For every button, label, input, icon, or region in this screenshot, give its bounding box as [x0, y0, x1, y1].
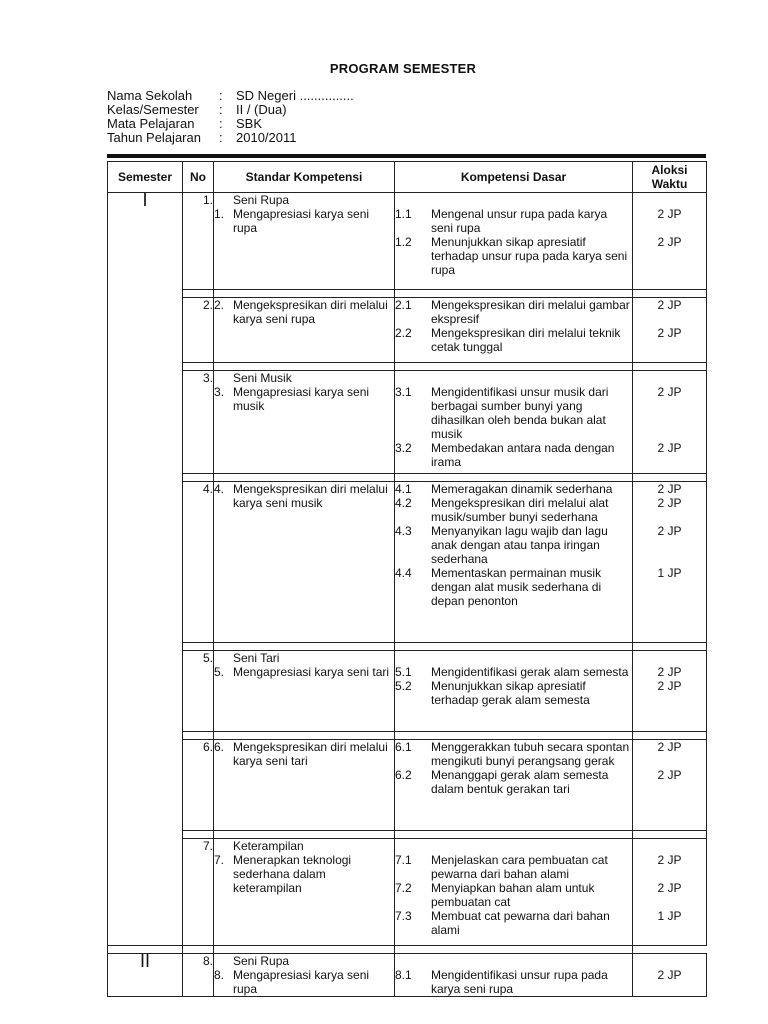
kompetensi-dasar-cell: [395, 371, 633, 474]
kd-item: [395, 207, 632, 235]
row-number: 4.: [183, 482, 214, 643]
kd-number: 2.2: [395, 326, 412, 340]
semester-cell: I: [108, 193, 183, 946]
header-divider: [107, 154, 706, 158]
info-row-school: Nama Sekolah : SD Negeri ...............: [107, 88, 354, 103]
document-info: [107, 89, 354, 145]
row-number: 5.: [183, 651, 214, 732]
kd-text: Mementaskan permainan musik dengan alat musik sederhana di depan penonton: [431, 566, 602, 608]
kd-text: Mengidentifikasi gerak alam semesta: [431, 665, 629, 679]
info-value: 2010/2011: [236, 130, 297, 145]
kompetensi-dasar-cell: [395, 839, 633, 946]
aloksi-cell: [633, 740, 707, 831]
header-standar-kompetensi: Standar Kompetensi: [214, 162, 395, 193]
kd-text: Mengenal unsur rupa pada karya seni rupa: [431, 207, 608, 235]
section-heading: Keterampilan: [233, 839, 304, 853]
kd-number: 7.2: [395, 881, 412, 895]
aloksi-value: 2 JP: [657, 768, 682, 782]
table-row: [108, 298, 707, 363]
kd-text: Menunjukkan sikap apresiatif terhadap gerak alam semesta: [431, 679, 590, 707]
kd-number: 7.1: [395, 853, 412, 867]
row-spacer: [108, 831, 707, 839]
sk-number: 1.: [214, 207, 225, 221]
sk-item: [214, 853, 394, 895]
kd-number: 2.1: [395, 298, 412, 312]
document-title: PROGRAM SEMESTER: [329, 61, 477, 76]
kompetensi-dasar-cell: [395, 651, 633, 732]
kd-number: 4.1: [395, 482, 412, 496]
kd-text: Menanggapi gerak alam semesta dalam bentuk gerakan tari: [431, 768, 609, 796]
kd-item: [395, 679, 632, 707]
kd-item: [395, 968, 632, 996]
row-spacer: [108, 290, 707, 298]
kd-number: 5.2: [395, 679, 412, 693]
standar-kompetensi-cell: [214, 740, 395, 831]
kd-number: 7.3: [395, 909, 412, 923]
kompetensi-dasar-cell: [395, 954, 633, 997]
kd-number: 3.2: [395, 441, 412, 455]
sk-text: Mengekspresikan diri melalui karya seni rupa: [233, 298, 388, 326]
kd-item: [395, 909, 632, 937]
standar-kompetensi-cell: [214, 482, 395, 643]
kd-number: 1.1: [395, 207, 412, 221]
sk-item: [214, 665, 394, 679]
row-spacer: [108, 474, 707, 482]
sk-number: 8.: [214, 968, 225, 982]
aloksi-value: 2 JP: [657, 968, 682, 982]
aloksi-value: 2 JP: [657, 385, 682, 399]
row-number: 8.: [183, 954, 214, 997]
kd-text: Menyiapkan bahan alam untuk pembuatan cat: [431, 881, 595, 909]
kd-item: [395, 665, 632, 679]
sk-text: Mengapresiasi karya seni tari: [233, 665, 390, 679]
kd-number: 4.2: [395, 496, 412, 510]
sk-number: 7.: [214, 853, 225, 867]
section-heading: Seni Rupa: [233, 954, 290, 968]
row-spacer: [108, 643, 707, 651]
kd-text: Membuat cat pewarna dari bahan alami: [431, 909, 610, 937]
info-value: II / (Dua): [236, 102, 287, 117]
table-row: [108, 371, 707, 474]
aloksi-cell: [633, 482, 707, 643]
semester-program-table: [107, 161, 707, 997]
aloksi-value: 2 JP: [657, 740, 682, 754]
aloksi-value: 2 JP: [657, 524, 682, 538]
row-number: 6.: [183, 740, 214, 831]
section-heading: Seni Musik: [233, 371, 292, 385]
kd-text: Mengidentifikasi unsur musik dari berbagai sumber bunyi yang dihasilkan oleh benda bukan alat musik: [431, 385, 609, 441]
aloksi-value: 2 JP: [657, 235, 682, 249]
row-spacer: [108, 732, 707, 740]
kd-number: 4.3: [395, 524, 412, 538]
standar-kompetensi-cell: [214, 298, 395, 363]
table-header-row: [108, 162, 707, 193]
standar-kompetensi-cell: [214, 193, 395, 290]
kd-item: [395, 482, 632, 496]
aloksi-value: 2 JP: [657, 326, 682, 340]
sk-item: [214, 482, 394, 510]
kd-item: [395, 881, 632, 909]
semester-cell: II: [108, 954, 183, 997]
sk-item: [214, 740, 394, 768]
kompetensi-dasar-cell: [395, 298, 633, 363]
info-label: Nama Sekolah: [107, 88, 193, 103]
aloksi-value: 2 JP: [657, 881, 682, 895]
aloksi-value: 2 JP: [657, 665, 682, 679]
kd-item: [395, 326, 632, 354]
kd-number: 3.1: [395, 385, 412, 399]
sk-number: 6.: [214, 740, 225, 754]
info-value: SD Negeri ...............: [236, 88, 354, 103]
aloksi-value: 2 JP: [657, 853, 682, 867]
sk-text: Mengapresiasi karya seni musik: [233, 385, 370, 413]
sk-item: [214, 207, 394, 235]
info-row-subject: Mata Pelajaran : SBK: [107, 116, 263, 131]
kd-number: 1.2: [395, 235, 412, 249]
kd-item: [395, 853, 632, 881]
aloksi-value: 2 JP: [657, 496, 682, 510]
sk-text: Mengapresiasi karya seni rupa: [233, 968, 370, 996]
header-kompetensi-dasar: Kompetensi Dasar: [395, 162, 633, 193]
row-number: 2.: [183, 298, 214, 363]
aloksi-cell: [633, 651, 707, 732]
sk-number: 4.: [214, 482, 225, 496]
sk-text: Mengekspresikan diri melalui karya seni tari: [233, 740, 388, 768]
sk-text: Mengekspresikan diri melalui karya seni musik: [233, 482, 388, 510]
kd-text: Memeragakan dinamik sederhana: [431, 482, 613, 496]
info-row-year: Tahun Pelajaran : 2010/2011: [107, 130, 297, 145]
header-aloksi-waktu: Aloksi Waktu: [633, 162, 707, 193]
kd-item: [395, 496, 632, 524]
header-no: No: [183, 162, 214, 193]
kd-number: 8.1: [395, 968, 412, 982]
sk-number: 2.: [214, 298, 225, 312]
table-row: [108, 193, 707, 290]
standar-kompetensi-cell: [214, 954, 395, 997]
sk-item: [214, 968, 394, 996]
standar-kompetensi-cell: [214, 839, 395, 946]
aloksi-value: 2 JP: [657, 207, 682, 221]
kompetensi-dasar-cell: [395, 193, 633, 290]
sk-number: 5.: [214, 665, 225, 679]
info-row-class: Kelas/Semester : II / (Dua): [107, 102, 287, 117]
standar-kompetensi-cell: [214, 651, 395, 732]
sk-item: [214, 385, 394, 413]
sk-item: [214, 298, 394, 326]
info-value: SBK: [236, 116, 263, 131]
info-label: Kelas/Semester: [107, 102, 199, 117]
kd-text: Menjelaskan cara pembuatan cat pewarna dari bahan alami: [431, 853, 608, 881]
table-row: [108, 740, 707, 831]
table-row: [108, 651, 707, 732]
kd-item: [395, 566, 632, 608]
info-label: Mata Pelajaran: [107, 116, 195, 131]
table-row: [108, 954, 707, 997]
sk-text: Menerapkan teknologi sederhana dalam keterampilan: [233, 853, 352, 895]
aloksi-value: 2 JP: [657, 298, 682, 312]
kd-text: Mengidentifikasi unsur rupa pada karya seni rupa: [431, 968, 608, 996]
table-row: [108, 839, 707, 946]
kd-text: Membedakan antara nada dengan irama: [431, 441, 615, 469]
row-spacer: [108, 363, 707, 371]
aloksi-value: 1 JP: [657, 566, 682, 580]
kd-text: Menggerakkan tubuh secara spontan mengikuti bunyi perangsang gerak: [431, 740, 630, 768]
kd-number: 5.1: [395, 665, 412, 679]
kd-text: Menunjukkan sikap apresiatif terhadap unsur rupa pada karya seni rupa: [431, 235, 628, 277]
kd-item: [395, 441, 632, 469]
info-label: Tahun Pelajaran: [107, 130, 201, 145]
kd-item: [395, 740, 632, 768]
kd-item: [395, 385, 632, 441]
aloksi-cell: [633, 371, 707, 474]
aloksi-cell: [633, 193, 707, 290]
table-row: [108, 482, 707, 643]
kd-number: 4.4: [395, 566, 412, 580]
aloksi-value: 2 JP: [657, 441, 682, 455]
kd-text: Menyanyikan lagu wajib dan lagu anak dengan atau tanpa iringan sederhana: [431, 524, 608, 566]
sk-text: Mengapresiasi karya seni rupa: [233, 207, 370, 235]
row-number: 1.: [183, 193, 214, 290]
kd-text: Mengekspresikan diri melalui alat musik/sumber bunyi sederhana: [431, 496, 609, 524]
kd-text: Mengekspresikan diri melalui gambar ekspresif: [431, 298, 630, 326]
sk-number: 3.: [214, 385, 225, 399]
kd-item: [395, 235, 632, 277]
aloksi-cell: [633, 298, 707, 363]
row-spacer: [108, 946, 707, 954]
aloksi-cell: [633, 954, 707, 997]
standar-kompetensi-cell: [214, 371, 395, 474]
kompetensi-dasar-cell: [395, 482, 633, 643]
section-heading: Seni Tari: [233, 651, 280, 665]
row-number: 3.: [183, 371, 214, 474]
aloksi-cell: [633, 839, 707, 946]
kd-number: 6.1: [395, 740, 412, 754]
kd-text: Mengekspresikan diri melalui teknik cetak tunggal: [431, 326, 621, 354]
kd-item: [395, 524, 632, 566]
aloksi-value: 2 JP: [657, 482, 682, 496]
section-heading: Seni Rupa: [233, 193, 290, 207]
kompetensi-dasar-cell: [395, 740, 633, 831]
header-semester: Semester: [108, 162, 183, 193]
kd-item: [395, 768, 632, 796]
row-number: 7.: [183, 839, 214, 946]
kd-number: 6.2: [395, 768, 412, 782]
aloksi-value: 1 JP: [657, 909, 682, 923]
aloksi-value: 2 JP: [657, 679, 682, 693]
kd-item: [395, 298, 632, 326]
